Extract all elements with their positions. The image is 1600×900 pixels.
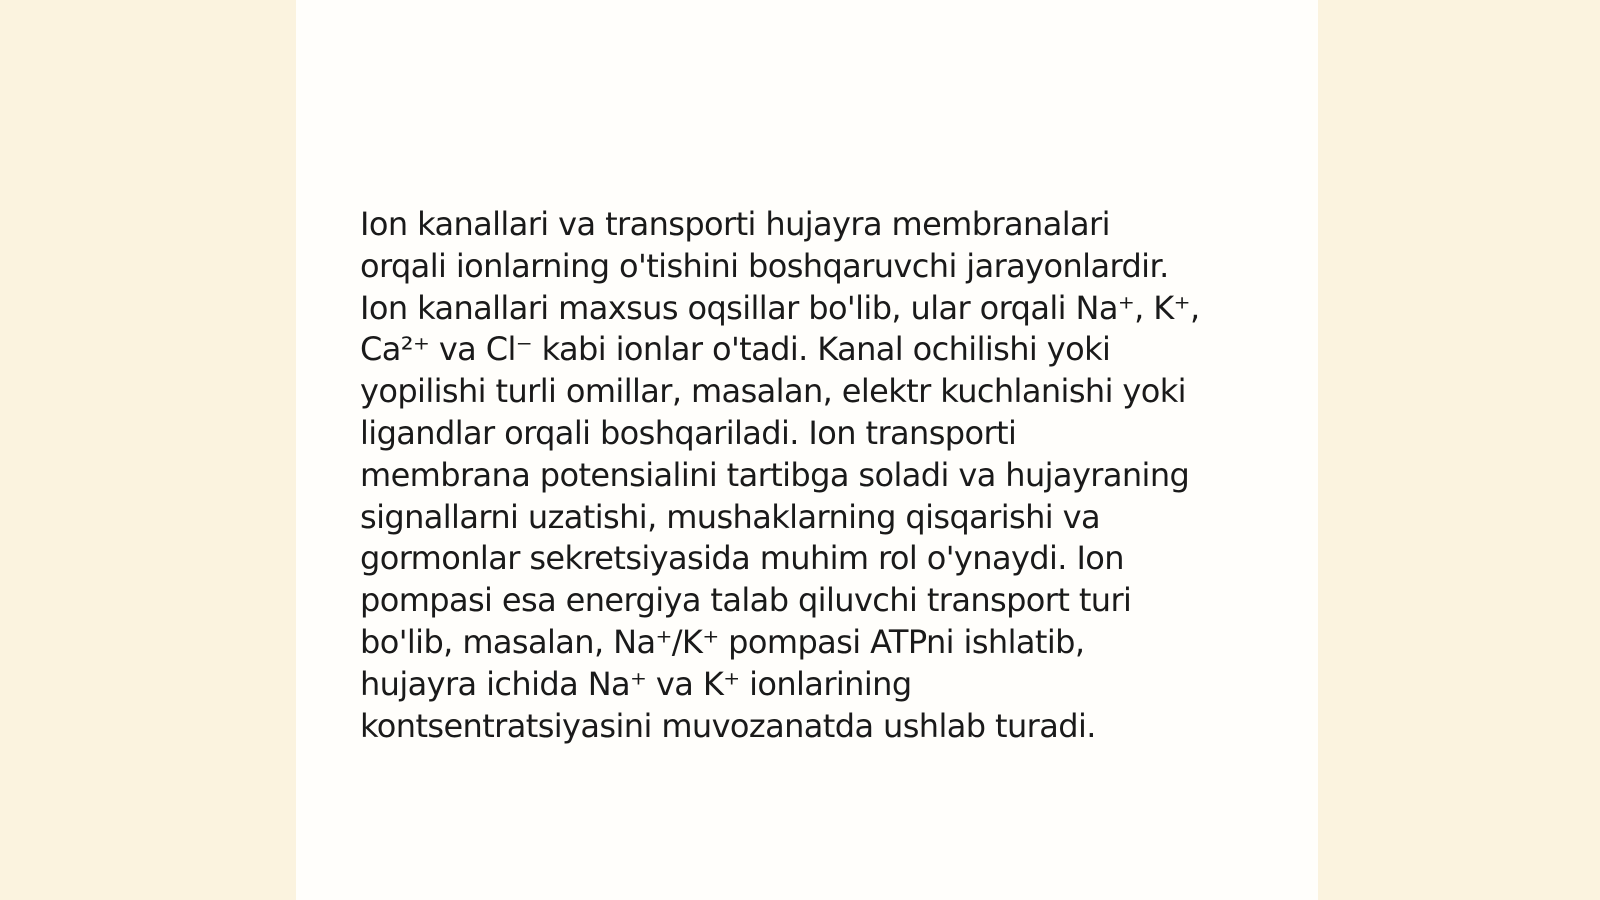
paragraph-line: ligandlar orqali boshqariladi. Ion transporti	[360, 413, 1017, 452]
paragraph-line: yopilishi turli omillar, masalan, elektr kuchlanishi yoki	[360, 372, 1186, 411]
paragraph-line: gormonlar sekretsiyasida muhim rol o'ynaydi. Ion	[360, 539, 1124, 578]
paragraph-line: Ion kanallari va transporti hujayra membranalari	[360, 205, 1110, 243]
paragraph-line: signallarni uzatishi, mushaklarning qisqarishi va	[360, 497, 1100, 536]
paragraph-line: membrana potensialini tartibga soladi va hujayraning	[360, 455, 1190, 494]
background-left-margin	[0, 0, 296, 900]
paragraph-line: kontsentratsiyasini muvozanatda ushlab turadi.	[360, 706, 1096, 745]
paragraph-line: hujayra ichida Na⁺ va K⁺ ionlarining	[360, 664, 912, 703]
body-paragraph	[360, 204, 1260, 747]
paragraph-line: Ion kanallari maxsus oqsillar bo'lib, ular orqali Na⁺, K⁺,	[360, 288, 1200, 327]
background-right-margin	[1318, 0, 1600, 900]
paragraph-line: bo'lib, masalan, Na⁺/K⁺ pompasi ATPni ishlatib,	[360, 622, 1085, 661]
paragraph-line: orqali ionlarning o'tishini boshqaruvchi jarayonlardir.	[360, 246, 1169, 285]
paragraph-line: pompasi esa energiya talab qiluvchi transport turi	[360, 581, 1132, 620]
paragraph-line: Ca²⁺ va Cl⁻ kabi ionlar o'tadi. Kanal ochilishi yoki	[360, 330, 1111, 369]
